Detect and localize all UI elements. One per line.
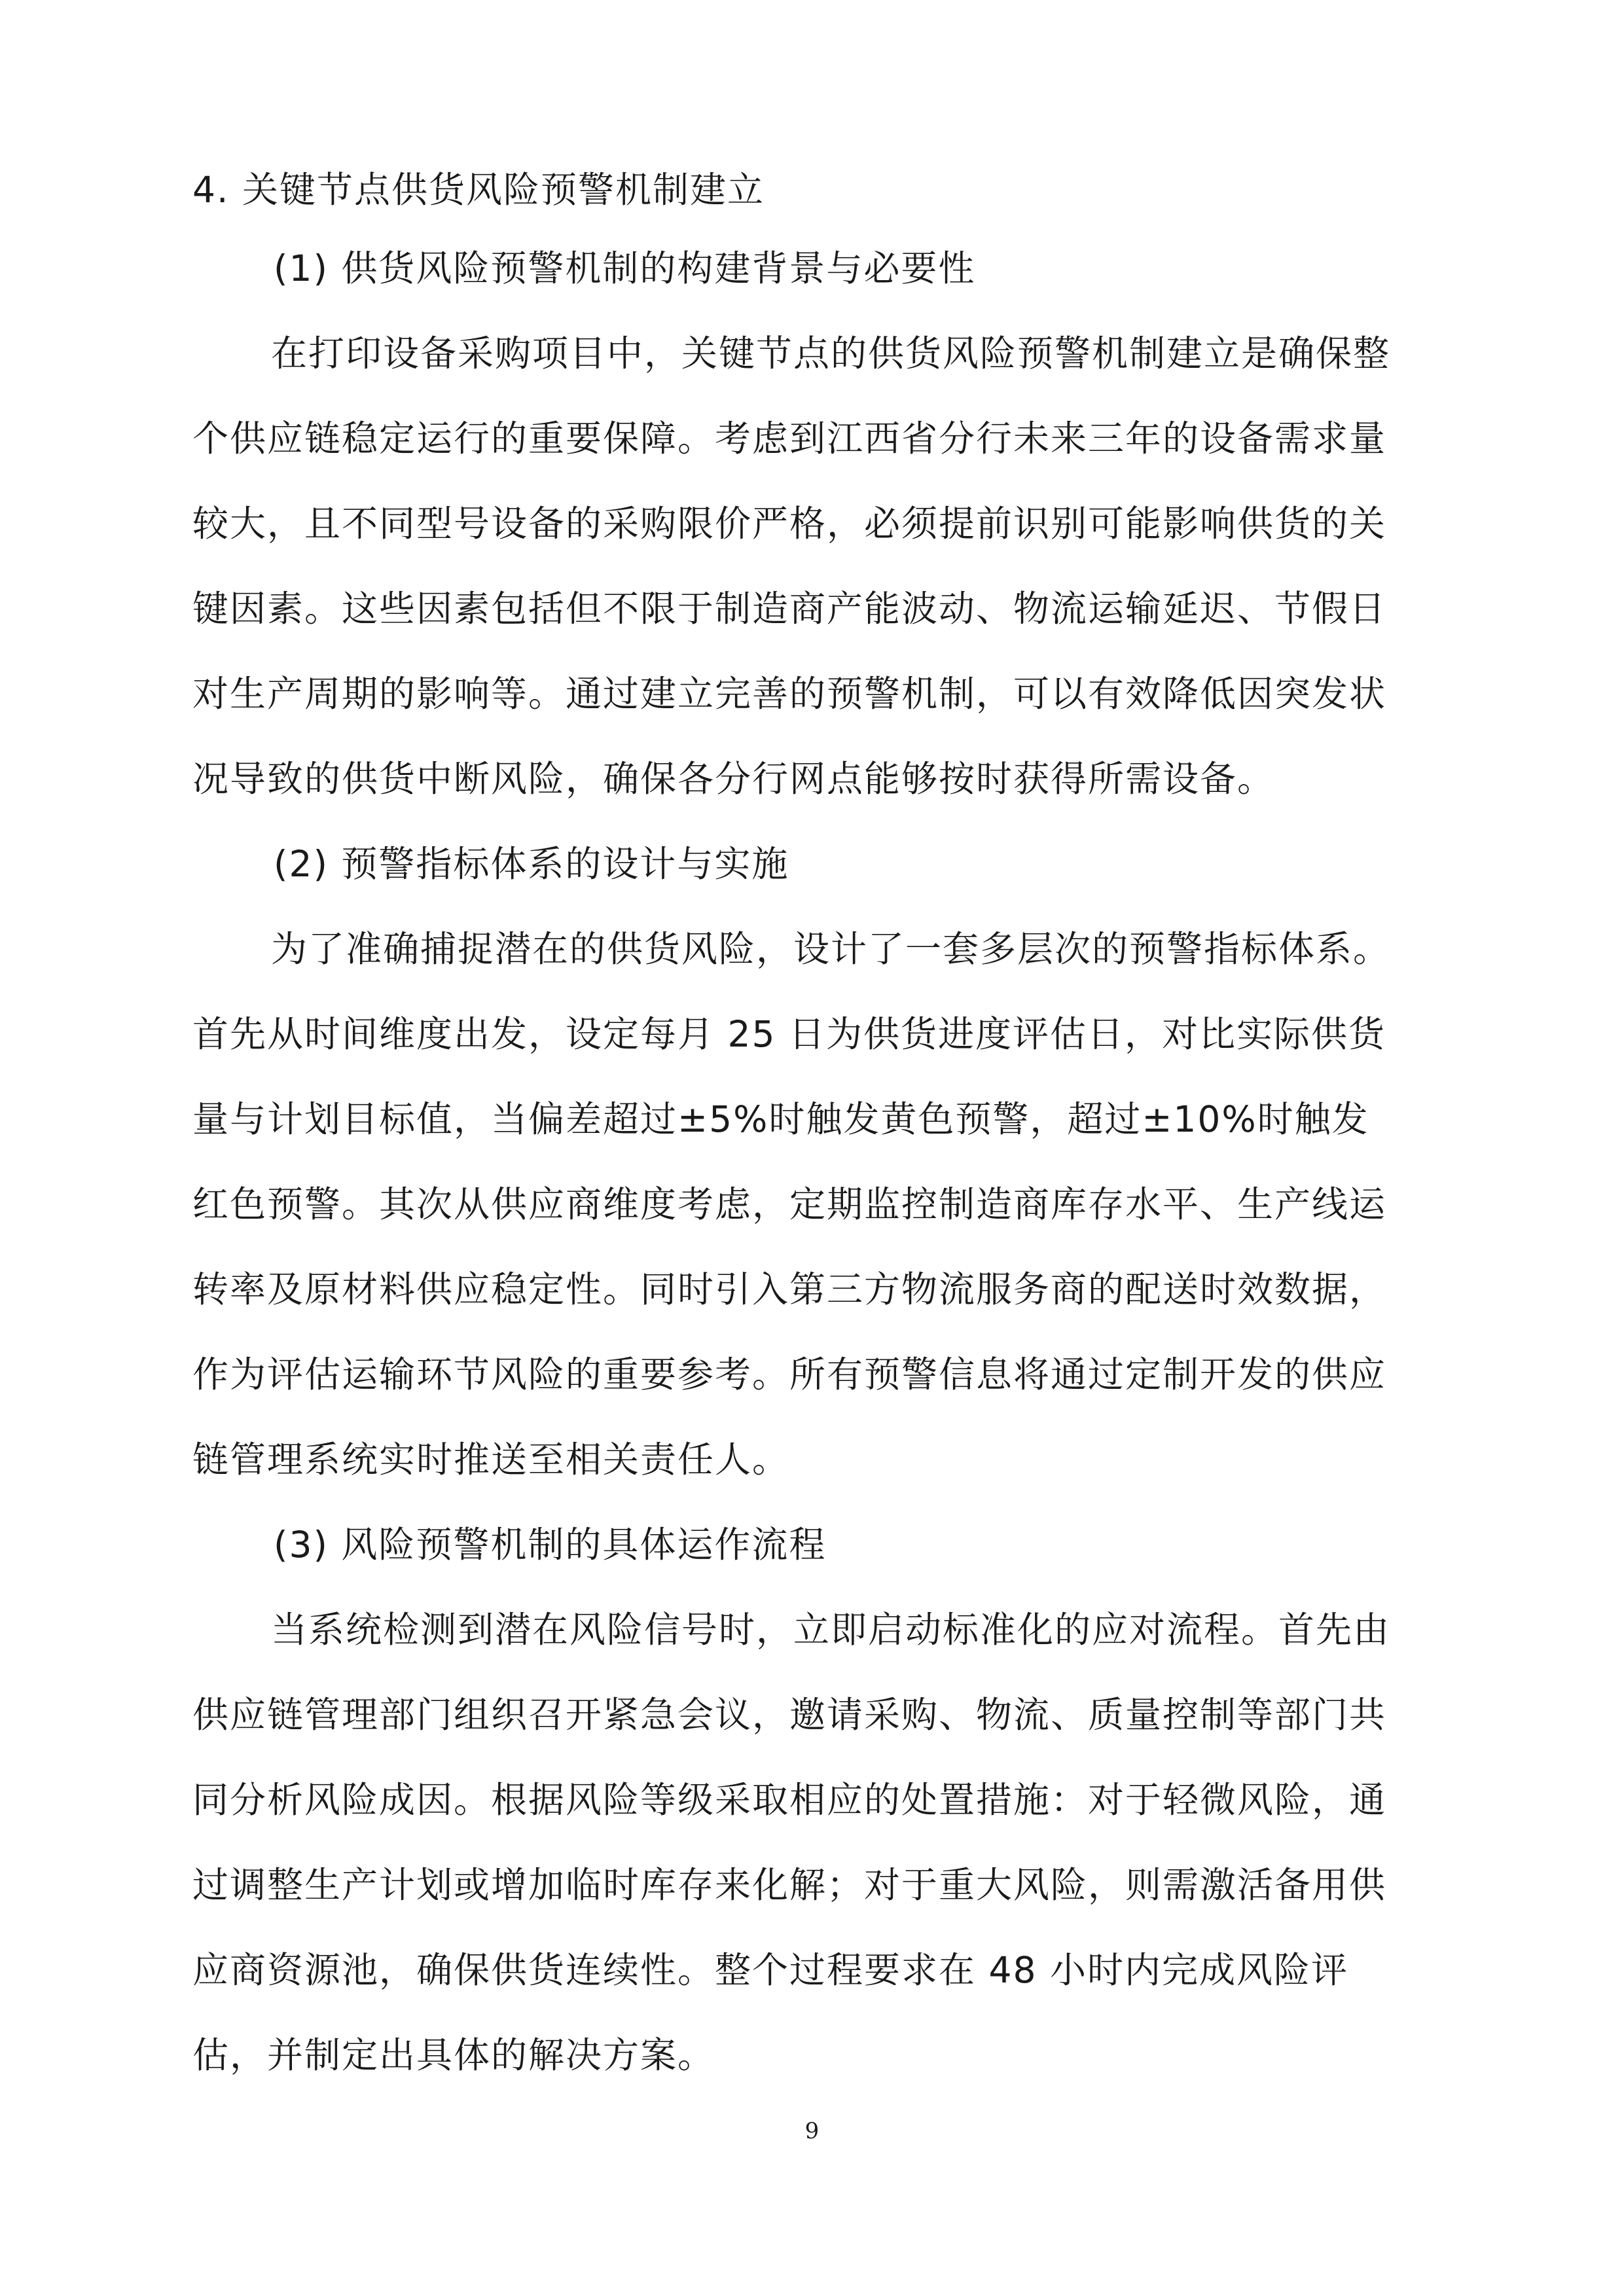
paragraph-line: 在打印设备采购项目中，关键节点的供货风险预警机制建立是确保整 [271,332,1391,374]
paragraph-line: 当系统检测到潜在风险信号时，立即启动标准化的应对流程。首先由 [271,1609,1391,1651]
paragraph-line: 作为评估运输环节风险的重要参考。所有预警信息将通过定制开发的供应 [192,1354,1387,1395]
subsection-heading-1: (1) 供货风险预警机制的构建背景与必要性 [274,247,976,289]
paragraph-line: 键因素。这些因素包括但不限于制造商产能波动、物流运输延迟、节假日 [192,588,1387,630]
paragraph-line: 为了准确捕捉潜在的供货风险，设计了一套多层次的预警指标体系。 [271,928,1391,970]
paragraph-line: 估，并制定出具体的解决方案。 [192,2034,715,2076]
paragraph-line: 个供应链稳定运行的重要保障。考虑到江西省分行未来三年的设备需求量 [192,418,1387,459]
paragraph-line: 链管理系统实时推送至相关责任人。 [192,1439,790,1480]
paragraph-line: 红色预警。其次从供应商维度考虑，定期监控制造商库存水平、生产线运 [192,1183,1387,1225]
paragraph-line: 供应链管理部门组织召开紧急会议，邀请采购、物流、质量控制等部门共 [192,1694,1387,1736]
paragraph-line: 转率及原材料供应稳定性。同时引入第三方物流服务商的配送时效数据， [192,1268,1387,1310]
paragraph-line: 应商资源池，确保供货连续性。整个过程要求在 48 小时内完成风险评 [192,1949,1348,1991]
subsection-heading-3: (3) 风险预警机制的具体运作流程 [274,1524,827,1566]
paragraph-line: 较大，且不同型号设备的采购限价严格，必须提前识别可能影响供货的关 [192,503,1387,545]
paragraph-line: 同分析风险成因。根据风险等级采取相应的处置措施：对于轻微风险，通 [192,1779,1387,1821]
page-number: 9 [804,2118,820,2144]
paragraph-line: 过调整生产计划或增加临时库存来化解；对于重大风险，则需激活备用供 [192,1864,1387,1906]
paragraph-line: 对生产周期的影响等。通过建立完善的预警机制，可以有效降低因突发状 [192,673,1387,715]
paragraph-line: 况导致的供货中断风险，确保各分行网点能够按时获得所需设备。 [192,758,1275,800]
subsection-heading-2: (2) 预警指标体系的设计与实施 [274,843,789,885]
paragraph-line: 首先从时间维度出发，设定每月 25 日为供货进度评估日，对比实际供货 [192,1013,1386,1055]
section-heading: 4. 关键节点供货风险预警机制建立 [192,169,765,211]
paragraph-line: 量与计划目标值，当偏差超过±5%时触发黄色预警，超过±10%时触发 [192,1098,1369,1140]
